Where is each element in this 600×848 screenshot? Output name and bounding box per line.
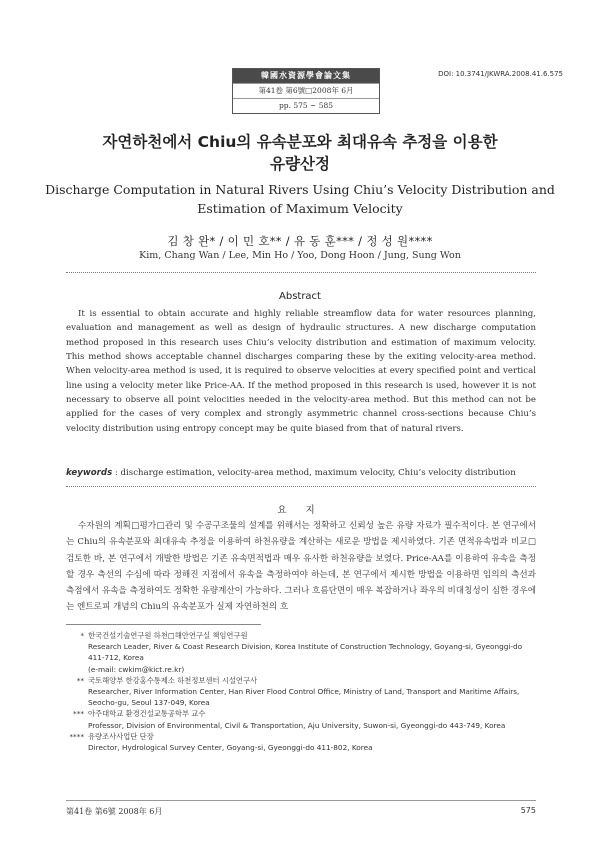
footnote <box>66 708 536 730</box>
footnote-english: Professor, Division of Environmental, Civil & Transportation, Aju University, Suwon-si, Gyeonggi-do 443-749, Korea <box>88 720 506 730</box>
footnote-english: Director, Hydrological Survey Center, Goyang-si, Gyeonggi-do 411-802, Korea <box>88 743 373 753</box>
abstract-heading: Abstract <box>279 291 321 302</box>
footnote-korean: 국토해양부 한강홍수통제소 하천정보센터 시설연구사 <box>88 675 258 685</box>
footnote <box>66 630 536 675</box>
authors-korean: 김 창 완* / 이 민 호** / 유 동 훈*** / 정 성 원**** <box>167 234 433 248</box>
doi: DOI: 10.3741/JKWRA.2008.41.6.575 <box>438 70 563 78</box>
footnote-english: Research Leader, River & Coast Research Division, Korea Institute of Construction Technology, Goyang-si, Gyeonggi-do 411-712, Korea <box>88 642 523 663</box>
footnote <box>66 731 536 753</box>
footnote-email: (e-mail: cwkim@kict.re.kr) <box>88 664 185 674</box>
journal-info-box <box>232 68 380 114</box>
footnote-rule <box>66 624 261 625</box>
journal-volume-issue: 第41卷 第6號□2008年 6月 <box>233 83 379 98</box>
footnote-korean: 아주대학교 환경건설교통공학부 교수 <box>88 709 206 719</box>
journal-pages: pp. 575 ~ 585 <box>233 98 379 113</box>
abstract-text: It is essential to obtain accurate and highly reliable streamflow data for water resources planning, evaluation and management as well as design of hydraulic structures. A new discharge computation method proposed in this research uses Chiu’s velocity distribution and estimation of maximum velocity. This method shows acceptable channel discharges comparing these by the exiting velocity-area method. When velocity-area method is used, it is required to observe velocities at every specified point and vertical line using a velocity meter like Price-AA. If the method proposed in this research is used, however it is not necessary to observe all point velocities needed in the velocity-area method. But this method can not be applied for the cases of very complex and strongly asymmetric channel cross-sections because Chiu’s velocity distribution using entropy concept may be quite biased from that of natural rivers. <box>66 309 536 434</box>
footnote-mark: ** <box>76 675 84 685</box>
footer-rule <box>66 800 536 801</box>
divider <box>66 486 536 487</box>
keywords <box>66 468 536 478</box>
title-korean-line1: 자연하천에서 Chiu의 유속분포와 최대유속 추정을 이용한 <box>102 133 498 151</box>
title-korean-line2: 유량산정 <box>270 155 330 173</box>
footer-journal-issue: 第41卷 第6號 2008年 6月 <box>66 807 163 816</box>
footnote-english: Researcher, River Information Center, Han River Flood Control Office, Ministry of Land, Transport and Maritime Affairs, Seocho-gu, Seoul 137-049, Korea <box>88 687 520 708</box>
footnotes <box>66 630 536 753</box>
footnote-mark: *** <box>73 709 84 719</box>
authors-english: Kim, Chang Wan / Lee, Min Ho / Yoo, Dong Hoon / Jung, Sung Won <box>139 250 461 261</box>
title-english-line2: Estimation of Maximum Velocity <box>197 201 403 216</box>
korean-abstract-body <box>66 518 536 616</box>
keywords-label: keywords <box>66 468 113 478</box>
page-number: 575 <box>520 806 536 815</box>
title-english-line1: Discharge Computation in Natural Rivers Using Chiu’s Velocity Distribution and <box>45 182 555 197</box>
abstract-body <box>66 307 536 436</box>
korean-abstract-text: 수자원의 계획□평가□관리 및 수공구조물의 설계를 위해서는 정확하고 신뢰성 높은 유량 자료가 필수적이다. 본 연구에서는 Chiu의 유속분포와 최대유속 추정을 이용하여 하천유량을 계산하는 새로운 방법을 제시하였다. 기존 면적유속법과 비교□검토한 바, 본 연구에서 개발한 방법은 기존 유속면적법과 매우 유사한 하천유량을 보였다. Price-AA를 이용하여 유속을 측정할 경우 측선의 수심에 따라 정해진 지점에서 유속을 측정하여야 하는데, 본 연구에서 제시한 방법을 이용하면 임의의 측선과 측점에서 유속을 측정하여도 정확한 유량계산이 가능하다. 그러나 흐름단면이 매우 복잡하거나 좌우의 비대칭성이 심한 경우에는 엔트로피 개념의 Chiu의 유속분포가 실제 자연하천의 흐 <box>66 521 536 613</box>
korean-abstract-heading: 요 지 <box>277 505 323 516</box>
footnote <box>66 675 536 709</box>
footnote-mark: **** <box>69 731 84 741</box>
keywords-text: : discharge estimation, velocity-area method, maximum velocity, Chiu’s velocity distribution <box>112 468 516 478</box>
journal-name: 韓國水資源學會論文集 <box>233 69 379 83</box>
footnote-korean: 유량조사사업단 단장 <box>88 731 154 741</box>
divider <box>66 272 536 273</box>
footnote-mark: * <box>80 631 84 640</box>
footnote-korean: 한국건설기술연구원 하천□해안연구실 책임연구원 <box>88 631 248 640</box>
